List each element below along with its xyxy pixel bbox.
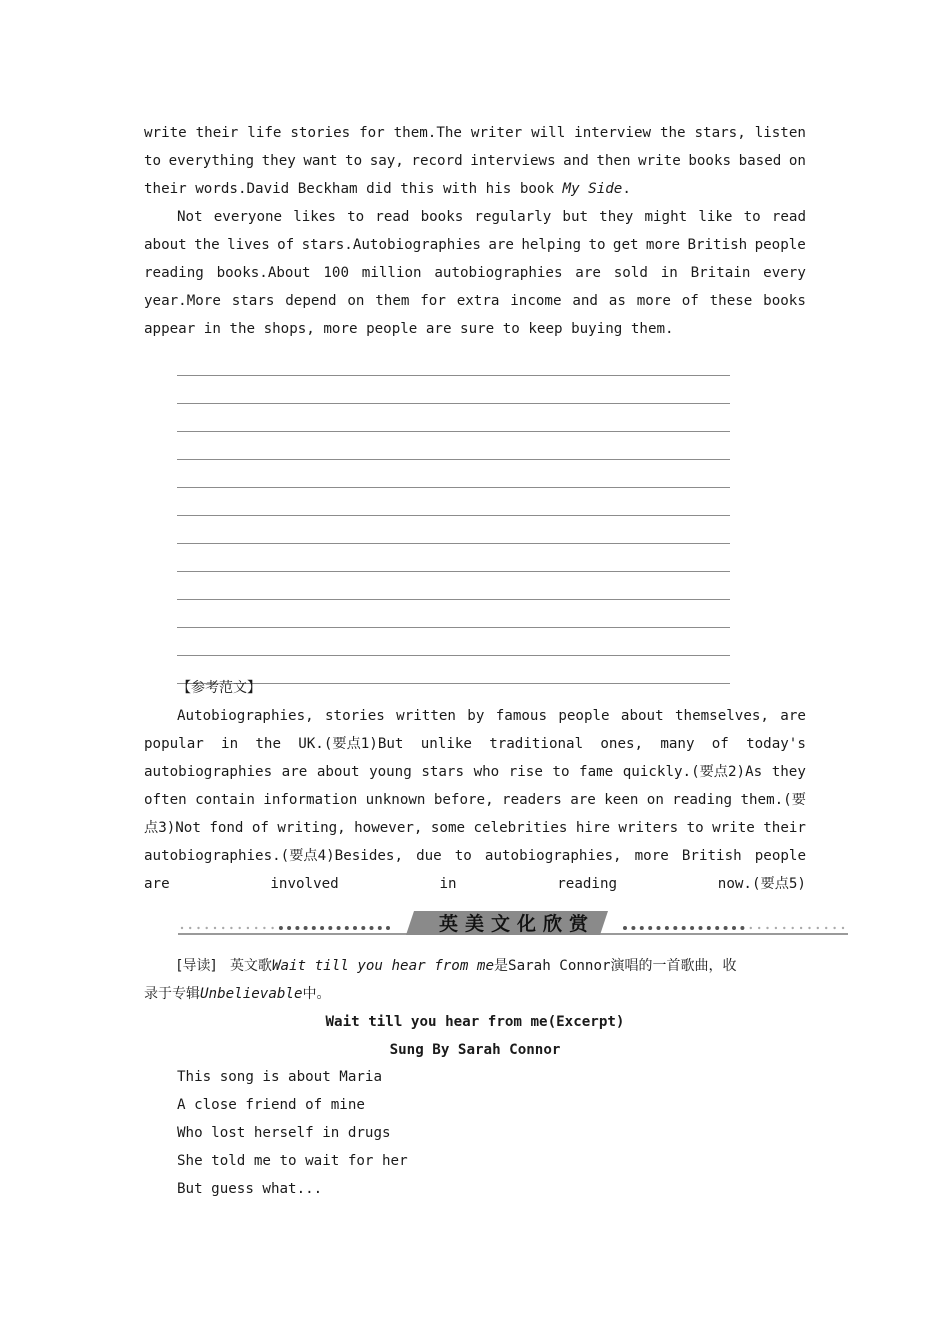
passage-line xyxy=(144,259,806,287)
lyric-line: But guess what... xyxy=(177,1181,323,1197)
reference-line xyxy=(144,842,806,870)
intro-text-2: 是 xyxy=(494,958,509,974)
reference-text: 点3)Not fond of writing, however, some celebrities hire writers to write their xyxy=(144,820,806,836)
lyric-line: A close friend of mine xyxy=(177,1097,365,1113)
reference-line xyxy=(144,758,806,786)
book-title: My Side xyxy=(562,181,623,197)
answer-line[interactable] xyxy=(177,600,730,628)
intro-text-1: 英文歌 xyxy=(229,958,272,974)
passage-line xyxy=(144,175,806,203)
passage-text: appear in the shops, more people are sure to keep buying them. xyxy=(144,321,674,337)
answer-line[interactable] xyxy=(177,460,730,488)
passage-text: to everything they want to say, record interviews and then write books based on xyxy=(144,153,806,169)
passage-text: write their life stories for them.The writer will interview the stars, listen xyxy=(144,125,806,141)
passage-text xyxy=(144,119,806,343)
song-lyrics xyxy=(177,1063,408,1203)
reference-line xyxy=(144,870,806,898)
answer-line[interactable] xyxy=(177,572,730,600)
answer-line[interactable] xyxy=(177,348,730,376)
reference-line xyxy=(144,730,806,758)
reference-heading: 【参考范文】 xyxy=(177,680,261,696)
passage-line xyxy=(144,231,806,259)
passage-line xyxy=(144,287,806,315)
lyric-line: This song is about Maria xyxy=(177,1069,382,1085)
reference-line xyxy=(144,814,806,842)
reference-text: often contain information unknown before, readers are keen on reading them.(要 xyxy=(144,792,806,808)
intro-label: [导读] xyxy=(177,958,216,974)
reference-line xyxy=(144,702,806,730)
intro-text-5: 中。 xyxy=(302,986,331,1002)
intro-text-3: 演唱的一首歌曲，收 xyxy=(610,958,737,974)
answer-line[interactable] xyxy=(177,628,730,656)
reference-text: popular in the UK.(要点1)But unlike traditional ones, many of today's xyxy=(144,736,806,752)
passage-text: year.More stars depend on them for extra income and as more of these books xyxy=(144,293,806,309)
passage-line xyxy=(144,147,806,175)
reference-essay xyxy=(144,702,806,898)
passage-line xyxy=(144,119,806,147)
passage-text: about the lives of stars.Autobiographies are helping to get more British people xyxy=(144,237,806,253)
reference-text: autobiographies are about young stars who rise to fame quickly.(要点2)As they xyxy=(144,764,806,780)
answer-line[interactable] xyxy=(177,376,730,404)
passage-line xyxy=(144,315,806,343)
lyric-line: She told me to wait for her xyxy=(177,1153,408,1169)
intro-song-title: Wait till you hear from me xyxy=(271,958,495,974)
passage-text: . xyxy=(622,181,631,197)
reference-text: are involved in reading now.(要点5) xyxy=(144,876,806,892)
reference-text: autobiographies.(要点4)Besides, due to autobiographies, more British people xyxy=(144,848,806,864)
intro-artist: Sarah Connor xyxy=(508,958,611,974)
intro-album: Unbelievable xyxy=(200,986,303,1002)
answer-writing-lines xyxy=(177,348,730,684)
passage-line xyxy=(144,203,806,231)
song-byline: Sung By Sarah Connor xyxy=(389,1042,561,1058)
answer-line[interactable] xyxy=(177,516,730,544)
passage-text: reading books.About 100 million autobiographies are sold in Britain every xyxy=(144,265,806,281)
answer-line[interactable] xyxy=(177,544,730,572)
culture-banner xyxy=(178,905,848,937)
lyric-line: Who lost herself in drugs xyxy=(177,1125,391,1141)
intro-paragraph xyxy=(144,952,806,1008)
answer-line[interactable] xyxy=(177,404,730,432)
answer-line[interactable] xyxy=(177,488,730,516)
passage-text: Not everyone likes to read books regularly but they might like to read xyxy=(177,209,806,225)
intro-text-4: 录于专辑 xyxy=(144,986,200,1002)
reference-text: Autobiographies, stories written by famous people about themselves, are xyxy=(177,708,806,724)
song-title: Wait till you hear from me(Excerpt) xyxy=(325,1014,625,1030)
answer-line[interactable] xyxy=(177,432,730,460)
banner-title: 英美文化欣赏 xyxy=(438,913,595,935)
reference-line xyxy=(144,786,806,814)
passage-text: their words.David Beckham did this with his book xyxy=(144,181,563,197)
